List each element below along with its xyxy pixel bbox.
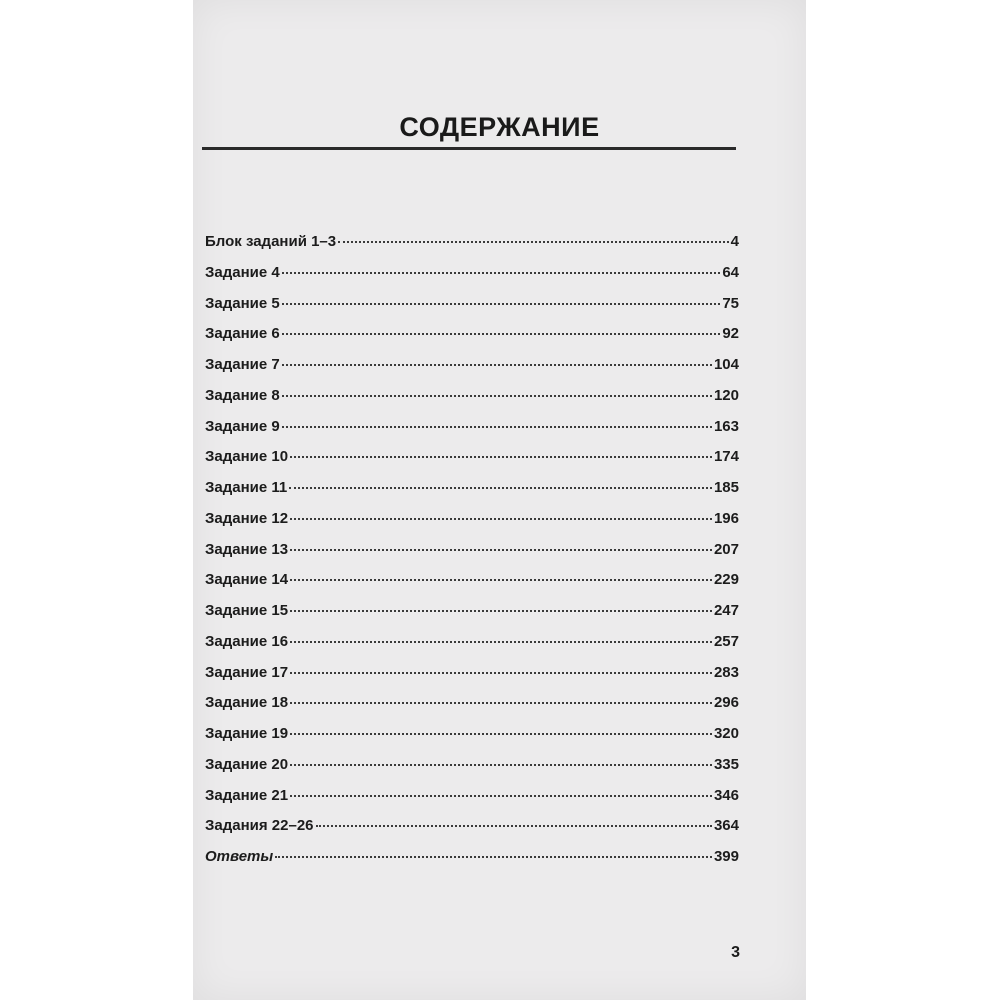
page-number: 3 [731, 944, 740, 961]
dot-leader [282, 333, 721, 335]
toc-entry-label: Задание 7 [205, 356, 280, 373]
toc-entry[interactable] [205, 848, 739, 879]
toc-entry-page: 64 [722, 263, 739, 281]
toc-entry-label: Задание 12 [205, 509, 289, 527]
dot-leader [290, 702, 712, 704]
toc-entry-page: 75 [722, 294, 739, 312]
book-page [193, 0, 806, 1000]
toc-entry-label: Задание 11 [205, 479, 288, 496]
page-title: СОДЕРЖАНИЕ [399, 112, 600, 142]
toc-entry-page: 283 [713, 663, 739, 681]
title-underline [202, 147, 736, 150]
toc-entry-page: 335 [713, 755, 739, 773]
dot-leader [290, 764, 712, 766]
toc-entry-label: Задание 16 [205, 632, 289, 650]
toc-entry[interactable] [205, 541, 739, 572]
toc-entry-page: 174 [713, 448, 739, 466]
toc-entry-page: 257 [713, 632, 739, 650]
toc-entry-page: 296 [713, 694, 739, 712]
toc-entry[interactable] [205, 633, 739, 664]
toc-entry[interactable] [205, 356, 739, 387]
table-of-contents [205, 233, 739, 879]
dot-leader [282, 395, 712, 397]
toc-entry[interactable] [205, 694, 739, 725]
toc-entry-label: Задание 17 [205, 663, 289, 681]
toc-entry[interactable] [205, 725, 739, 756]
toc-entry[interactable] [205, 602, 739, 633]
dot-leader [290, 672, 712, 674]
dot-leader [316, 825, 712, 827]
toc-entry-page: 320 [713, 725, 739, 742]
toc-entry-label: Задания 22–26 [205, 817, 314, 835]
toc-entry-page: 364 [713, 817, 739, 835]
toc-entry-label: Задание 8 [205, 386, 280, 404]
dot-leader [282, 303, 721, 305]
toc-entry[interactable] [205, 387, 739, 418]
toc-entry-label: Задание 4 [205, 263, 280, 281]
toc-entry-page: 92 [722, 325, 739, 343]
dot-leader [282, 272, 721, 274]
toc-entry-page: 207 [713, 540, 739, 558]
toc-entry-page: 104 [713, 356, 739, 373]
toc-entry-label: Блок заданий 1–3 [205, 233, 337, 250]
dot-leader [290, 733, 712, 735]
dot-leader [282, 426, 712, 428]
dot-leader [290, 795, 712, 797]
toc-entry[interactable] [205, 418, 739, 449]
toc-entry-page: 120 [713, 386, 739, 404]
toc-entry-label: Задание 20 [205, 755, 289, 773]
toc-entry[interactable] [205, 325, 739, 356]
toc-entry[interactable] [205, 295, 739, 326]
dot-leader [290, 518, 712, 520]
toc-entry-label: Задание 13 [205, 540, 289, 558]
dot-leader [289, 487, 712, 489]
toc-entry-label: Задание 14 [205, 571, 289, 589]
dot-leader [290, 641, 712, 643]
dot-leader [290, 549, 712, 551]
toc-entry[interactable] [205, 233, 739, 264]
toc-entry[interactable] [205, 787, 739, 818]
toc-entry[interactable] [205, 448, 739, 479]
toc-entry-label: Задание 19 [205, 725, 289, 742]
dot-leader [282, 364, 712, 366]
toc-entry[interactable] [205, 817, 739, 848]
dot-leader [290, 456, 712, 458]
toc-entry[interactable] [205, 264, 739, 295]
toc-entry-page: 196 [713, 509, 739, 527]
toc-entry-page: 247 [713, 602, 739, 619]
toc-entry-page: 4 [730, 233, 739, 250]
toc-entry[interactable] [205, 664, 739, 695]
toc-entry-label: Задание 18 [205, 694, 289, 712]
toc-entry-label: Ответы [205, 848, 274, 865]
toc-entry-label: Задание 21 [205, 786, 289, 804]
toc-entry-page: 163 [713, 417, 739, 435]
dot-leader [275, 856, 712, 858]
toc-entry-page: 399 [713, 848, 739, 865]
toc-entry-label: Задание 10 [205, 448, 289, 466]
dot-leader [290, 579, 712, 581]
toc-entry[interactable] [205, 571, 739, 602]
toc-entry-label: Задание 9 [205, 417, 280, 435]
toc-entry[interactable] [205, 756, 739, 787]
toc-entry-page: 346 [713, 786, 739, 804]
dot-leader [338, 241, 729, 243]
toc-entry-page: 229 [713, 571, 739, 589]
toc-entry-label: Задание 6 [205, 325, 280, 343]
toc-entry[interactable] [205, 510, 739, 541]
toc-entry[interactable] [205, 479, 739, 510]
toc-entry-label: Задание 15 [205, 602, 289, 619]
toc-entry-label: Задание 5 [205, 294, 280, 312]
toc-entry-page: 185 [713, 479, 739, 496]
dot-leader [290, 610, 712, 612]
